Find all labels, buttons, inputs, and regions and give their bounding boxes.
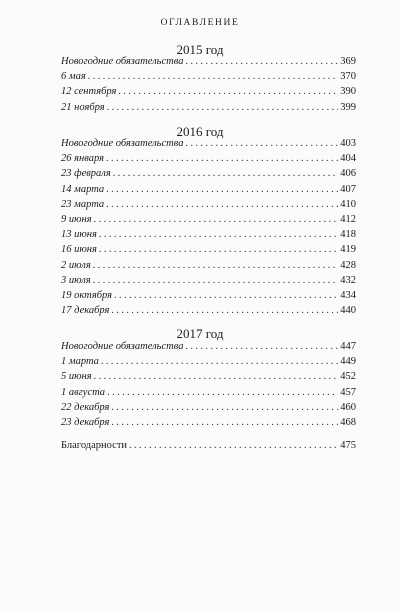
toc-entry[interactable] (61, 305, 356, 320)
section-entries-2017 (61, 341, 356, 432)
entry-label: 19 октября (61, 289, 113, 301)
entry-label: Новогодние обязательства (61, 56, 184, 67)
section-entries-2016 (61, 138, 356, 320)
entry-page: 449 (340, 356, 356, 368)
entry-label: 23 марта (61, 198, 105, 210)
dot-leader (88, 71, 339, 82)
entry-page: 404 (340, 153, 356, 165)
toc-entry[interactable] (61, 86, 356, 101)
section-year-2017: 2017 год (176, 326, 224, 341)
toc-entry[interactable] (61, 153, 356, 168)
entry-label: 22 декабря (61, 401, 110, 413)
dot-leader (99, 244, 338, 255)
entry-page: 468 (340, 416, 356, 428)
entry-label: 23 февраля (61, 168, 111, 180)
entry-page: 428 (340, 259, 356, 271)
dot-leader (185, 56, 338, 67)
dot-leader (185, 138, 338, 149)
dot-leader (93, 275, 339, 286)
entry-label: 17 декабря (61, 305, 110, 317)
dot-leader (106, 199, 338, 210)
entry-page: 369 (340, 56, 356, 67)
entry-label: 2 июля (61, 259, 91, 271)
toc-entry[interactable] (61, 244, 356, 259)
entry-page: 412 (340, 213, 356, 225)
toc-entry[interactable] (61, 168, 356, 183)
dot-leader (185, 341, 338, 352)
entry-label: 3 июля (61, 274, 91, 286)
toc-entry[interactable] (61, 275, 356, 290)
entry-label: 9 июня (61, 213, 92, 225)
entry-page: 419 (340, 244, 356, 256)
section-year-2015: 2015 год (176, 42, 224, 57)
entry-label: 13 июня (61, 229, 97, 241)
dot-leader (94, 214, 339, 225)
dot-leader (107, 387, 338, 398)
dot-leader (106, 153, 338, 164)
section-entries-2015 (61, 56, 356, 117)
dot-leader (111, 417, 338, 428)
toc-entry[interactable] (61, 71, 356, 86)
entry-label: 26 января (61, 153, 104, 165)
entry-page: 460 (340, 401, 356, 413)
entry-page: 475 (340, 440, 356, 451)
entry-page: 434 (340, 289, 356, 301)
entry-page: 440 (340, 305, 356, 317)
entry-label: Благодарности (61, 440, 128, 451)
entry-page: 403 (340, 138, 356, 149)
acknowledgements-section (61, 440, 356, 455)
entry-label: 6 мая (61, 71, 86, 83)
entry-page: 407 (340, 183, 356, 195)
entry-label: 21 ноября (61, 101, 105, 113)
entry-page: 452 (340, 371, 356, 383)
toc-entry[interactable] (61, 290, 356, 305)
toc-entry-acknowledgements[interactable] (61, 440, 356, 455)
entry-page: 457 (340, 386, 356, 398)
dot-leader (93, 260, 339, 271)
toc-entry[interactable] (61, 417, 356, 432)
toc-entry[interactable] (61, 199, 356, 214)
toc-entry[interactable] (61, 138, 356, 153)
dot-leader (94, 371, 339, 382)
toc-entry[interactable] (61, 214, 356, 229)
toc-entry[interactable] (61, 387, 356, 402)
entry-label: 14 марта (61, 183, 105, 195)
toc-entry[interactable] (61, 341, 356, 356)
entry-page: 390 (340, 86, 356, 98)
section-year-2016: 2016 год (176, 124, 224, 139)
entry-label: 12 сентября (61, 86, 117, 98)
dot-leader (114, 290, 338, 301)
entry-page: 370 (340, 71, 356, 83)
entry-label: 1 августа (61, 386, 106, 398)
dot-leader (113, 168, 338, 179)
dot-leader (107, 102, 339, 113)
entry-label: 16 июня (61, 244, 97, 256)
toc-entry[interactable] (61, 260, 356, 275)
page-title: ОГЛАВЛЕНИЕ (160, 18, 240, 28)
dot-leader (111, 305, 338, 316)
toc-entry[interactable] (61, 371, 356, 386)
dot-leader (106, 184, 338, 195)
entry-page: 406 (340, 168, 356, 180)
entry-label: Новогодние обязательства (61, 138, 184, 149)
toc-entry[interactable] (61, 56, 356, 71)
dot-leader (111, 402, 338, 413)
toc-entry[interactable] (61, 102, 356, 117)
toc-entry[interactable] (61, 229, 356, 244)
entry-page: 432 (340, 274, 356, 286)
entry-page: 447 (340, 341, 356, 352)
entry-page: 410 (340, 198, 356, 210)
dot-leader (101, 356, 338, 367)
entry-label: 23 декабря (61, 416, 110, 428)
dot-leader (118, 86, 338, 97)
dot-leader (99, 229, 338, 240)
toc-entry[interactable] (61, 402, 356, 417)
entry-label: 1 марта (61, 356, 99, 368)
toc-entry[interactable] (61, 356, 356, 371)
entry-page: 418 (340, 229, 356, 241)
toc-entry[interactable] (61, 184, 356, 199)
entry-page: 399 (340, 101, 356, 113)
entry-label: 5 июня (61, 371, 92, 383)
entry-label: Новогодние обязательства (61, 341, 184, 352)
dot-leader (129, 440, 338, 451)
